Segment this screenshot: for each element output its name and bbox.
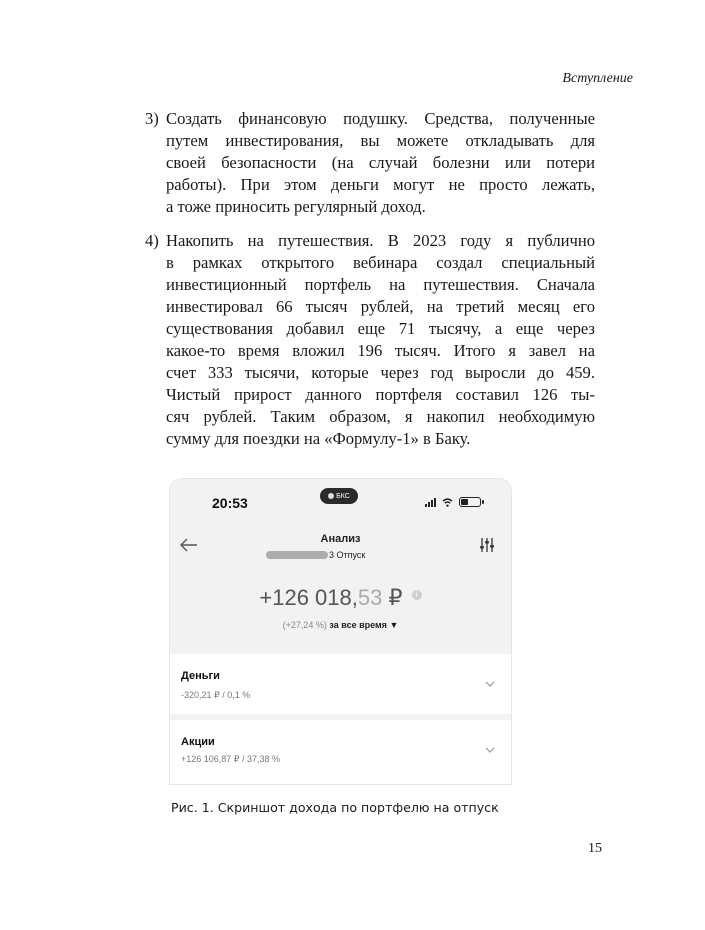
redacted-text bbox=[266, 551, 328, 559]
text-line: в рамках открытого вебинара создал специальный bbox=[166, 253, 595, 272]
text-line: существования добавил еще 71 тысячу, а еще через bbox=[166, 319, 595, 338]
text-line: инвестировал 66 тысяч рублей, на третий месяц его bbox=[166, 297, 595, 316]
asset-row-value: +126 106,87 ₽ / 37,38 % bbox=[181, 754, 281, 764]
pill-dot-icon bbox=[328, 493, 334, 499]
info-icon[interactable]: i bbox=[412, 590, 422, 600]
list-number: 3) bbox=[145, 109, 159, 128]
text-line: инвестиционный портфель на путешествия. Сначала bbox=[166, 275, 595, 294]
portfolio-name bbox=[266, 550, 365, 560]
text-line: путем инвестирования, вы можете откладывать для bbox=[166, 131, 595, 150]
filter-sliders-icon[interactable] bbox=[479, 537, 495, 553]
asset-row-stocks[interactable] bbox=[170, 720, 511, 784]
numbered-list bbox=[145, 108, 595, 462]
chevron-down-icon bbox=[485, 746, 495, 754]
dynamic-island-pill bbox=[320, 488, 358, 504]
asset-row-title: Деньги bbox=[181, 670, 220, 682]
text-line: Накопить на путешествия. В 2023 году я публично bbox=[166, 231, 595, 250]
wifi-icon bbox=[442, 498, 453, 507]
text-line: а тоже приносить регулярный доход. bbox=[166, 197, 426, 216]
running-head: Вступление bbox=[562, 71, 633, 86]
caret-down-icon: ▼ bbox=[389, 620, 399, 630]
profit-amount bbox=[170, 585, 511, 611]
asset-row-money[interactable] bbox=[170, 654, 511, 714]
text-line: Создать финансовую подушку. Средства, полученные bbox=[166, 109, 595, 128]
list-item bbox=[145, 230, 595, 450]
list-number: 4) bbox=[145, 231, 159, 250]
text-line: работы). При этом деньги могут не просто лежать, bbox=[166, 175, 595, 194]
amount-minor: 53 bbox=[357, 585, 383, 610]
period-selector[interactable] bbox=[170, 620, 511, 630]
nav-bar bbox=[170, 529, 511, 569]
chevron-down-icon bbox=[485, 680, 495, 688]
text-line: Чистый прирост данного портфеля составил 126 ты- bbox=[166, 385, 595, 404]
portfolio-name-label: 3 Отпуск bbox=[329, 550, 366, 560]
list-item-text bbox=[166, 230, 595, 450]
portfolio-screenshot bbox=[170, 479, 511, 784]
currency-sign: ₽ bbox=[388, 585, 403, 610]
list-item-text bbox=[166, 108, 595, 218]
system-icons bbox=[425, 497, 481, 507]
pill-label: БКС bbox=[336, 492, 350, 500]
text-line: сумму для поездки на «Формулу-1» в Баку. bbox=[166, 429, 471, 448]
period-label: за все время bbox=[329, 620, 387, 630]
text-line: какое-то время вложил 196 тысяч. Итого я завел на bbox=[166, 341, 595, 360]
amount-main: +126 018, bbox=[259, 585, 358, 610]
figure-caption: Рис. 1. Скриншот дохода по портфелю на отпуск bbox=[171, 800, 499, 815]
battery-icon bbox=[459, 497, 481, 507]
text-line: сяч рублей. Таким образом, я накопил необходимую bbox=[166, 407, 595, 426]
list-item bbox=[145, 108, 595, 218]
text-line: своей безопасности (на случай болезни или потери bbox=[166, 153, 595, 172]
page-number: 15 bbox=[588, 841, 602, 856]
asset-row-title: Акции bbox=[181, 736, 215, 748]
asset-row-value: -320,21 ₽ / 0,1 % bbox=[181, 690, 251, 700]
text-line: счет 333 тысячи, которые через год выросли до 459. bbox=[166, 363, 595, 382]
status-bar bbox=[170, 479, 511, 529]
screen-title: Анализ bbox=[320, 533, 361, 545]
profit-percent: (+27,24 %) bbox=[282, 620, 327, 630]
status-time: 20:53 bbox=[212, 495, 248, 511]
signal-icon bbox=[425, 498, 436, 507]
